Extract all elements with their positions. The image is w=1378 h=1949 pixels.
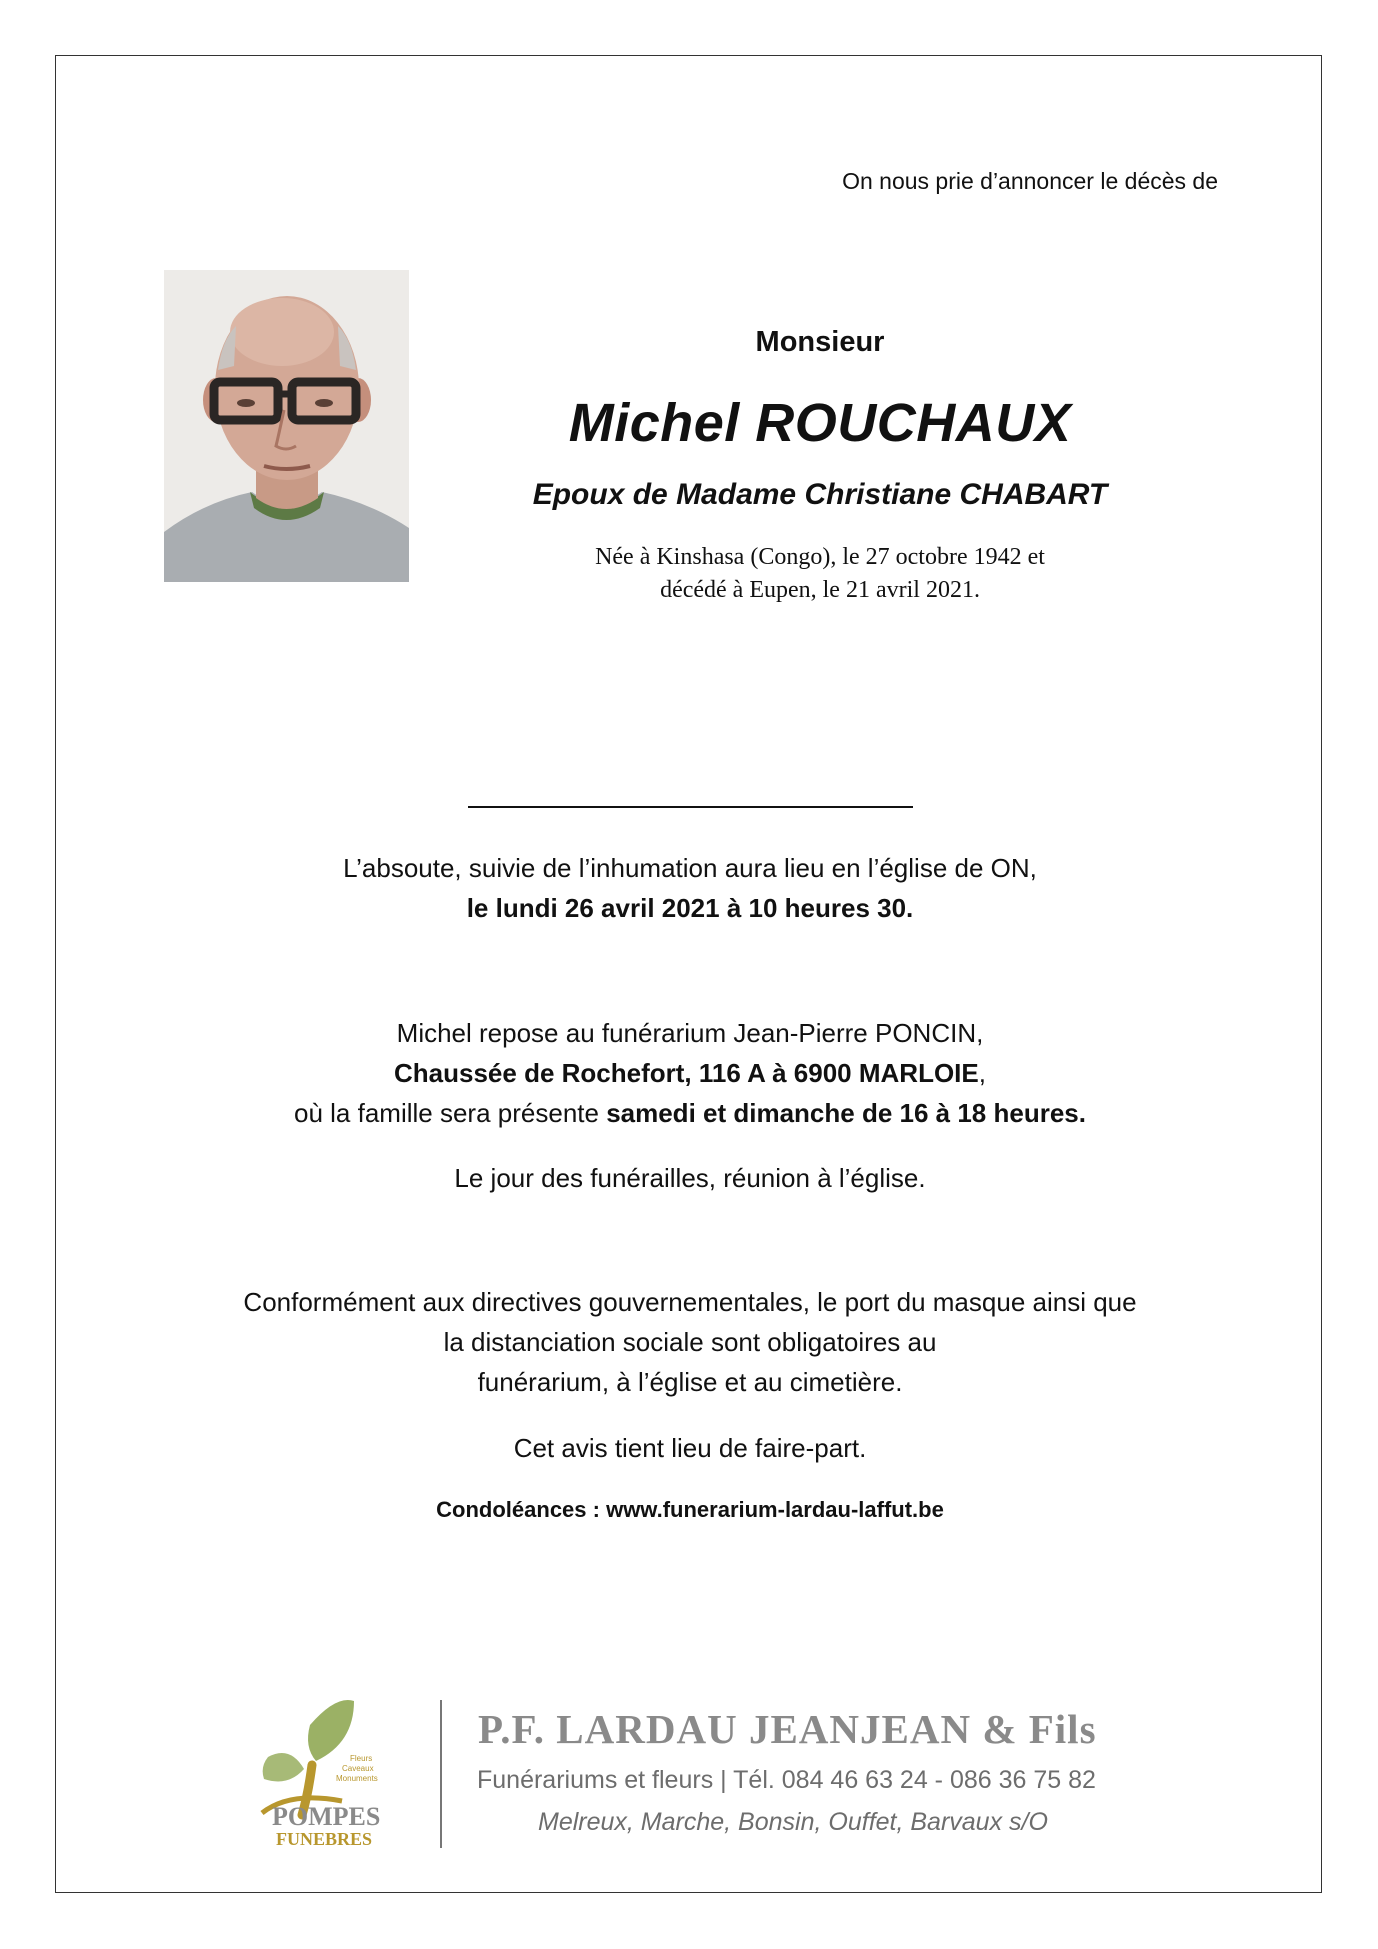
spouse-line: Epoux de Madame Christiane CHABART	[532, 478, 1108, 511]
firm-separator: |	[713, 1766, 734, 1794]
firm-contact-line	[477, 1766, 1096, 1795]
repose-address-line	[60, 1053, 1320, 1093]
intro-text: On nous prie d’annoncer le décès de	[842, 168, 1218, 194]
birth-death-info	[460, 541, 1180, 607]
firm-name-part2: Fils	[1017, 1706, 1097, 1752]
notice-statement: Cet avis tient lieu de faire-part.	[513, 1433, 867, 1463]
repose-address-comma: ,	[978, 1058, 986, 1088]
ceremony-date: le lundi 26 avril 2021 à 10 heures 30.	[466, 893, 914, 923]
ceremony-place: L’absoute, suivie de l’inhumation aura lieu en l’église de ON,	[343, 853, 1037, 883]
divider-line	[468, 806, 913, 808]
visiting-hours-line	[60, 1093, 1320, 1133]
repose-place: Michel repose au funérarium Jean-Pierre PONCIN,	[396, 1018, 984, 1048]
covid-notice	[60, 1282, 1320, 1402]
leaf-logo-icon	[232, 1695, 427, 1855]
funeral-home-logo	[232, 1695, 427, 1855]
logo-text-funebres: FUNEBRES	[276, 1829, 373, 1849]
firm-services: Funérariums et fleurs	[477, 1766, 714, 1794]
covid-line-1: Conformément aux directives gouvernementales, le port du masque ainsi que	[243, 1287, 1137, 1317]
firm-locations: Melreux, Marche, Bonsin, Ouffet, Barvaux s/O	[538, 1808, 1048, 1836]
firm-phone[interactable]: Tél. 084 46 63 24 - 086 36 75 82	[733, 1766, 1096, 1794]
covid-line-2: la distanciation sociale sont obligatoires au	[443, 1327, 937, 1357]
firm-name-amp: &	[982, 1706, 1018, 1752]
repose-address: Chaussée de Rochefort, 116 A à 6900 MARLOIE	[394, 1058, 979, 1088]
logo-text-caveaux: Caveaux	[342, 1764, 374, 1773]
condolences-link[interactable]: Condoléances : www.funerarium-lardau-laffut.be	[436, 1497, 944, 1522]
gathering-note: Le jour des funérailles, réunion à l’église.	[454, 1163, 926, 1193]
repose-block	[60, 1013, 1320, 1133]
logo-text-monuments: Monuments	[336, 1774, 378, 1783]
logo-text-fleurs: Fleurs	[350, 1754, 373, 1763]
civility-title: Monsieur	[755, 326, 885, 358]
death-line: décédé à Eupen, le 21 avril 2021.	[660, 577, 980, 603]
firm-name	[478, 1705, 1097, 1753]
covid-line-3: funérarium, à l’église et au cimetière.	[477, 1367, 903, 1397]
ceremony-block	[60, 848, 1320, 928]
deceased-name: Michel ROUCHAUX	[568, 393, 1072, 453]
portrait-photo	[164, 270, 409, 582]
visiting-prefix: où la famille sera présente	[294, 1098, 607, 1128]
portrait-illustration	[164, 270, 409, 582]
firm-name-part1: P.F. LARDAU JEANJEAN	[478, 1706, 983, 1752]
visiting-hours: samedi et dimanche de 16 à 18 heures.	[606, 1098, 1086, 1128]
footer-divider	[440, 1700, 442, 1848]
birth-line: Née à Kinshasa (Congo), le 27 octobre 1942 et	[595, 544, 1045, 570]
logo-text-pompes: POMPES	[272, 1802, 381, 1831]
